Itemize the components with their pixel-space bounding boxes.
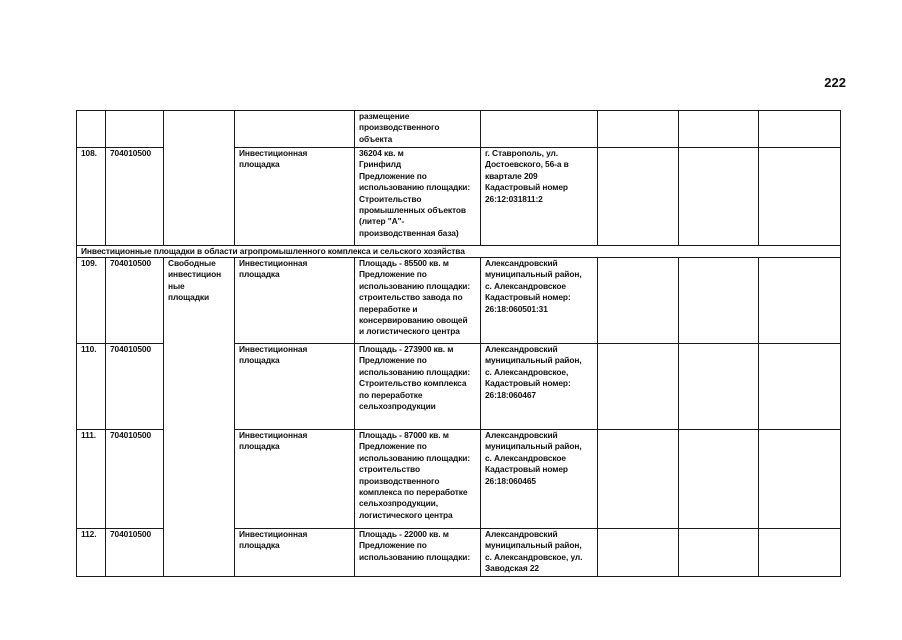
cell-code <box>106 111 164 148</box>
cell-location: Александровский муниципальный район, с. Александровское, ул. Заводская 22 <box>481 529 598 577</box>
cell-extra-3 <box>759 430 841 529</box>
cell-category <box>164 111 235 246</box>
cell-extra-3 <box>759 111 841 148</box>
page-number: 222 <box>824 75 846 90</box>
cell-extra-2 <box>679 430 759 529</box>
section-header-row <box>77 246 841 258</box>
cell-extra-1 <box>598 344 679 430</box>
cell-location: Александровский муниципальный район, с. Александровское, Кадастровый номер: 26:18:060467 <box>481 344 598 430</box>
cell-extra-2 <box>679 111 759 148</box>
table-row-109 <box>77 258 841 344</box>
cell-extra-3 <box>759 258 841 344</box>
cell-description: Площадь - 22000 кв. м Предложение по использованию площадки: <box>355 529 481 577</box>
cell-extra-1 <box>598 111 679 148</box>
cell-location: г. Ставрополь, ул. Достоевского, 56-а в квартале 209 Кадастровый номер 26:12:031811:2 <box>481 148 598 246</box>
cell-extra-2 <box>679 344 759 430</box>
cell-num: 110. <box>77 344 106 430</box>
cell-code: 704010500 <box>106 344 164 430</box>
cell-type: Инвестиционная площадка <box>235 430 355 529</box>
cell-code: 704010500 <box>106 148 164 246</box>
cell-description: Площадь - 273900 кв. м Предложение по использованию площадки: Строительство комплекса по переработке сельхозпродукции <box>355 344 481 430</box>
cell-extra-3 <box>759 148 841 246</box>
cell-description: Площадь - 87000 кв. м Предложение по использованию площадки: строительство производственного комплекса по переработке сельхозпродукции, логистического центра <box>355 430 481 529</box>
cell-num: 112. <box>77 529 106 577</box>
cell-type <box>235 111 355 148</box>
cell-num: 108. <box>77 148 106 246</box>
cell-code: 704010500 <box>106 258 164 344</box>
cell-type: Инвестиционная площадка <box>235 258 355 344</box>
cell-extra-1 <box>598 430 679 529</box>
cell-type: Инвестиционная площадка <box>235 148 355 246</box>
cell-description: 36204 кв. м Гринфилд Предложение по использованию площадки: Строительство промышленных объектов (литер "А"- производственная база) <box>355 148 481 246</box>
cell-extra-1 <box>598 148 679 246</box>
cell-extra-2 <box>679 148 759 246</box>
cell-description: размещение производственного объекта <box>355 111 481 148</box>
cell-extra-2 <box>679 258 759 344</box>
cell-type: Инвестиционная площадка <box>235 529 355 577</box>
investment-sites-table <box>76 110 841 577</box>
cell-num: 111. <box>77 430 106 529</box>
cell-type: Инвестиционная площадка <box>235 344 355 430</box>
cell-extra-2 <box>679 529 759 577</box>
section-title: Инвестиционные площадки в области агропромышленного комплекса и сельского хозяйства <box>77 246 841 258</box>
cell-extra-1 <box>598 258 679 344</box>
cell-location <box>481 111 598 148</box>
cell-extra-3 <box>759 344 841 430</box>
cell-num: 109. <box>77 258 106 344</box>
cell-extra-1 <box>598 529 679 577</box>
table-row-continuation <box>77 111 841 148</box>
cell-code: 704010500 <box>106 529 164 577</box>
cell-num <box>77 111 106 148</box>
cell-description: Площадь - 85500 кв. м Предложение по использованию площадки: строительство завода по переработке и консервированию овощей и логистического центра <box>355 258 481 344</box>
cell-extra-3 <box>759 529 841 577</box>
cell-code: 704010500 <box>106 430 164 529</box>
cell-location: Александровский муниципальный район, с. Александровское Кадастровый номер 26:18:060465 <box>481 430 598 529</box>
cell-location: Александровский муниципальный район, с. Александровское Кадастровый номер: 26:18:060501:31 <box>481 258 598 344</box>
cell-category: Свободные инвестицион ные площадки <box>164 258 235 577</box>
